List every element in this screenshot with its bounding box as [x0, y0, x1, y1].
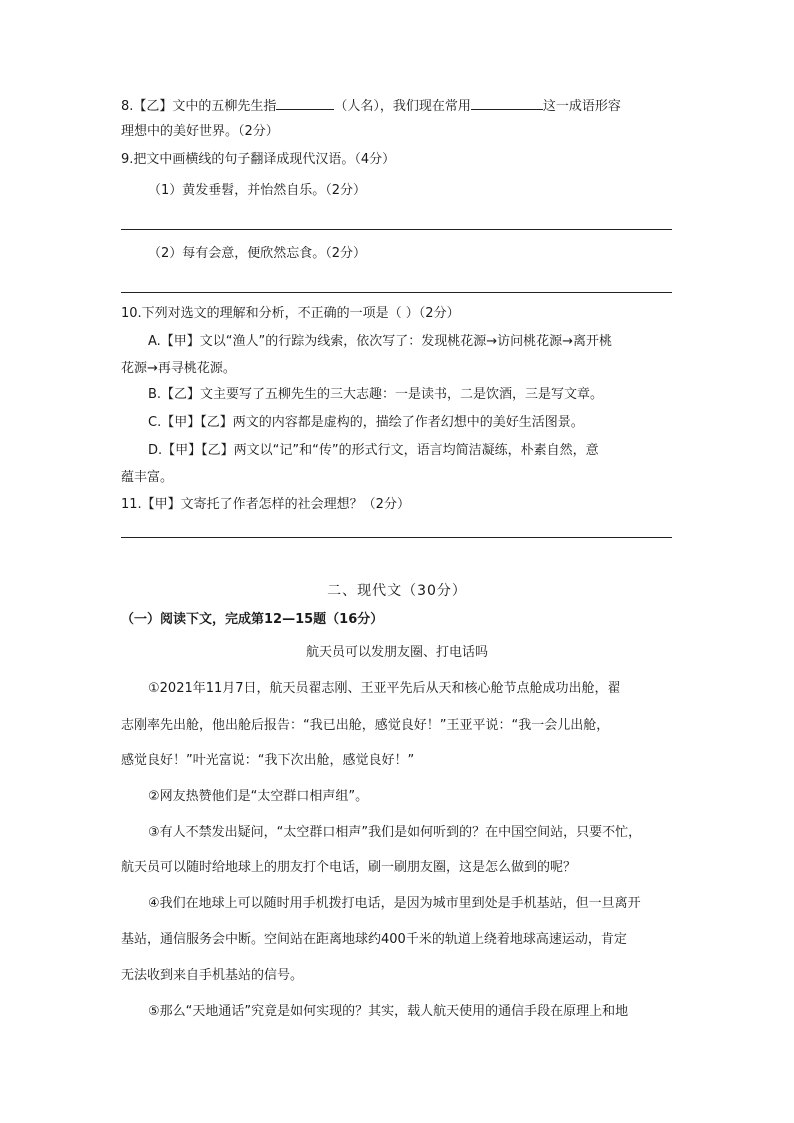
paragraph-4-line1: ④我们在地球上可以随时用手机拨打电话，是因为城市里到处是手机基站，但一旦离开 [148, 896, 641, 911]
q9-answer-line-2[interactable] [121, 292, 672, 293]
q9-sub2: （2）每有会意，便欣然忘食。（2分） [148, 246, 367, 261]
paragraph-4-line3: 无法收到来自手机基站的信号。 [121, 968, 304, 983]
paragraph-1-line1: ①2021年11月7日，航天员翟志刚、王亚平先后从天和核心舱节点舱成功出舱，翟 [148, 681, 621, 696]
q8-text-part2: （人名），我们现在常用 [334, 99, 471, 114]
article-title: 航天员可以发朋友圈、打电话吗 [305, 645, 488, 660]
q8-text-part1: 8.【乙】文中的五柳先生指 [121, 99, 277, 114]
q8-line1 [121, 97, 621, 115]
q9-title: 9.把文中画横线的句子翻译成现代汉语。（4分） [121, 152, 396, 167]
q10-option-c: C.【甲】【乙】两文的内容都是虚构的，描绘了作者幻想中的美好生活图景。 [148, 415, 584, 430]
paragraph-5-line1: ⑤那么“天地通话”究竟是如何实现的？其实，载人航天使用的通信手段在原理上和地 [148, 1004, 629, 1019]
q8-text-part3: 这一成语形容 [542, 99, 621, 114]
q10-title: 10.下列对选文的理解和分析，不正确的一项是（ ）（2分） [121, 306, 460, 321]
paragraph-3-line1: ③有人不禁发出疑问，“太空群口相声”我们是如何听到的？在中国空间站，只要不忙， [148, 825, 642, 840]
q11-answer-line[interactable] [121, 537, 672, 538]
q8-line2: 理想中的美好世界。（2分） [121, 124, 279, 139]
q10-option-a-line2: 花源→再寻桃花源。 [121, 361, 236, 376]
paragraph-1-line2: 志刚率先出舱，他出舱后报告：“我已出舱，感觉良好！”王亚平说：“我一会儿出舱， [121, 718, 610, 733]
q9-answer-line-1[interactable] [121, 229, 672, 230]
q9-sub1: （1）黄发垂髫，并怡然自乐。（2分） [148, 183, 367, 198]
q10-option-b: B.【乙】文主要写了五柳先生的三大志趣：一是读书，二是饮酒，三是写文章。 [148, 387, 604, 402]
q10-option-d-line2: 蕴丰富。 [121, 470, 174, 485]
q10-option-d-line1: D.【甲】【乙】两文以“记”和“传”的形式行文，语言均简洁凝练，朴素自然，意 [148, 443, 599, 458]
section-part-heading: （一）阅读下文，完成第12—15题（16分） [121, 612, 384, 627]
paragraph-2: ②网友热赞他们是“太空群口相声组”。 [148, 789, 369, 804]
q8-blank-name[interactable] [276, 97, 334, 110]
section-heading: 二、现代文（30分） [327, 583, 467, 599]
q10-option-a-line1: A.【甲】文以“渔人”的行踪为线索，依次写了：发现桃花源→访问桃花源→离开桃 [148, 334, 613, 349]
paragraph-4-line2: 基站，通信服务会中断。空间站在距离地球约400千米的轨道上绕着地球高速运动，肯定 [121, 932, 627, 947]
paragraph-3-line2: 航天员可以随时给地球上的朋友打个电话，刷一刷朋友圈，这是怎么做到的呢？ [121, 860, 577, 875]
q11-title: 11.【甲】文寄托了作者怎样的社会理想？（2分） [121, 497, 410, 512]
paragraph-1-line3: 感觉良好！”叶光富说：“我下次出舱，感觉良好！” [121, 753, 415, 768]
q8-blank-idiom[interactable] [471, 97, 543, 110]
